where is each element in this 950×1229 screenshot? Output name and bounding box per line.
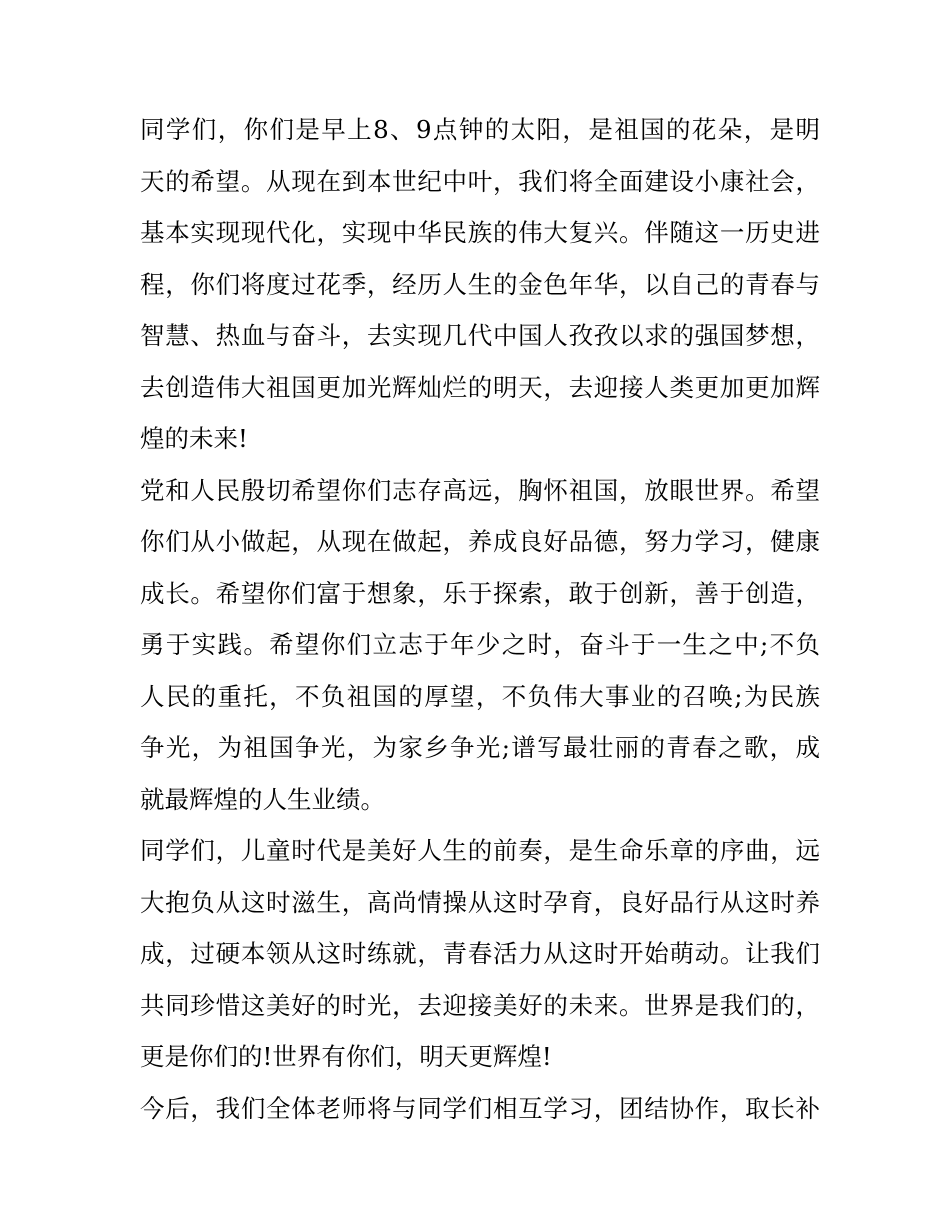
- paragraph-2: [140, 465, 820, 826]
- text-line: 基本实现现代化，实现中华民族的伟大复兴。伴随这一历史进: [140, 218, 820, 247]
- text-line: 天的希望。从现在到本世纪中叶，我们将全面建设小康社会，: [140, 166, 820, 196]
- text-line: 勇于实践。希望你们立志于年少之时，奋斗于一生之中;不负: [140, 630, 820, 659]
- text-line: 去创造伟大祖国更加光辉灿烂的明天，去迎接人类更加更加辉: [140, 372, 820, 402]
- text-line: 共同珍惜这美好的时光，去迎接美好的未来。世界是我们的，: [140, 990, 820, 1020]
- text-line: 更是你们的!世界有你们，明天更辉煌!: [140, 1042, 552, 1071]
- paragraph-1: [140, 104, 820, 465]
- text-line: 同学们，你们是早上8、9点钟的太阳，是祖国的花朵，是明: [140, 115, 820, 144]
- text-line: 成长。希望你们富于想象，乐于探索，敢于创新，善于创造，: [140, 578, 820, 608]
- text-line: 程，你们将度过花季，经历人生的金色年华，以自己的青春与: [140, 269, 820, 299]
- document-body: [140, 104, 820, 1134]
- text-line: 党和人民殷切希望你们志存高远，胸怀祖国，放眼世界。希望: [140, 475, 820, 505]
- paragraph-3: [140, 825, 820, 1083]
- text-line: 成，过硬本领从这时练就，青春活力从这时开始萌动。让我们: [140, 939, 820, 968]
- text-line: 争光，为祖国争光，为家乡争光;谱写最壮丽的青春之歌，成: [140, 733, 820, 762]
- text-line: 大抱负从这时滋生，高尚情操从这时孕育，良好品行从这时养: [140, 887, 820, 917]
- text-line: 你们从小做起，从现在做起，养成良好品德，努力学习，健康: [140, 527, 820, 556]
- text-line: 智慧、热血与奋斗，去实现几代中国人孜孜以求的强国梦想，: [140, 321, 820, 350]
- text-line: 同学们，儿童时代是美好人生的前奏，是生命乐章的序曲，远: [140, 836, 820, 865]
- text-line: 煌的未来!: [140, 424, 248, 453]
- text-line: 今后，我们全体老师将与同学们相互学习，团结协作，取长补: [140, 1093, 820, 1123]
- text-line: 人民的重托，不负祖国的厚望，不负伟大事业的召唤;为民族: [140, 681, 820, 711]
- paragraph-4: [140, 1083, 820, 1135]
- text-line: 就最辉煌的人生业绩。: [140, 784, 385, 814]
